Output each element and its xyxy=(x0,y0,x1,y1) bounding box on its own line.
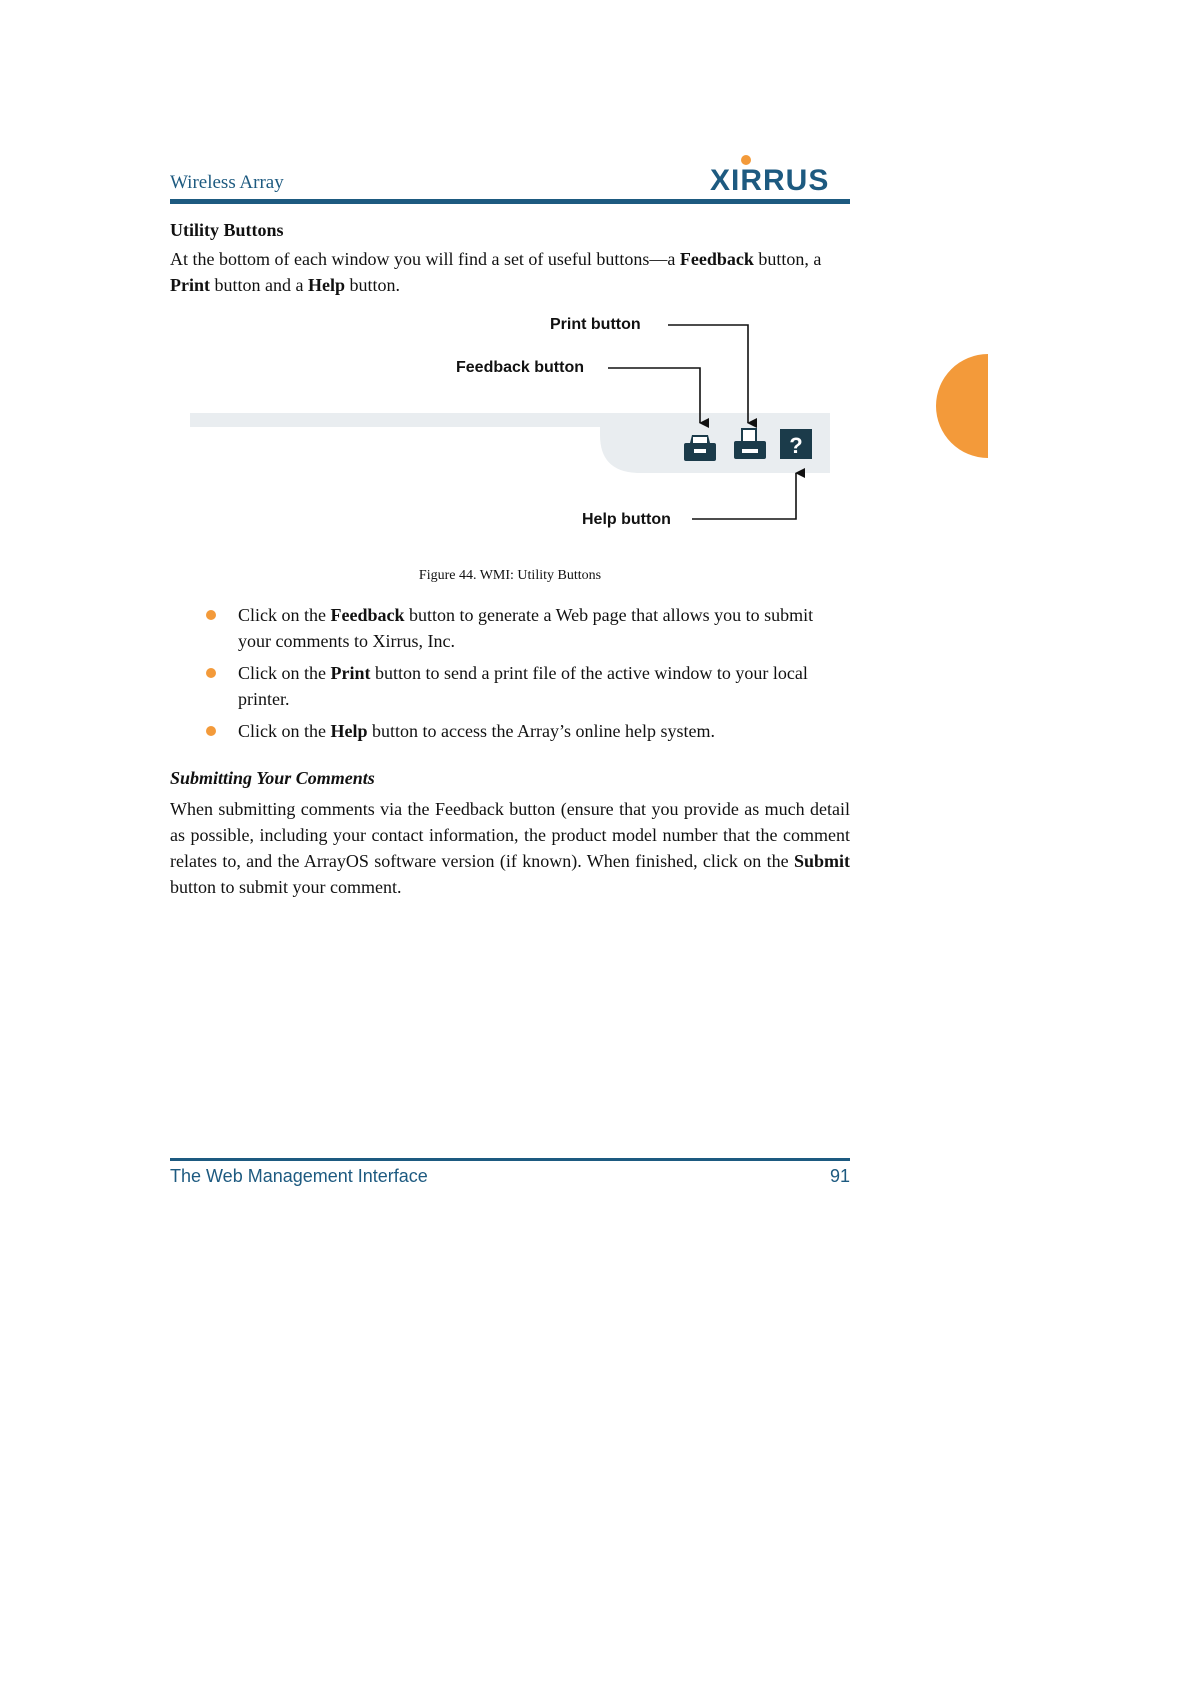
intro-paragraph: At the bottom of each window you will find a set of useful buttons—a Feedback button, a Print button and a Help button. xyxy=(170,249,822,295)
header-rule xyxy=(170,199,850,204)
svg-text:?: ? xyxy=(789,433,803,458)
chapter-tab xyxy=(936,354,988,458)
feedback-button-callout: Feedback button xyxy=(456,359,585,376)
print-leader-line xyxy=(668,325,748,423)
bullet-text: Click on the Feedback button to generate a Web page that allows you to submit your comments to Xirrus, Inc. xyxy=(238,605,814,651)
help-icon[interactable] xyxy=(780,429,812,459)
page-number: 91 xyxy=(829,1166,850,1186)
bullet-text: Click on the Print button to send a print file of the active window to your local printer. xyxy=(238,663,808,709)
print-button-callout: Print button xyxy=(550,316,641,333)
footer-rule xyxy=(170,1158,850,1161)
list-item xyxy=(170,718,850,744)
section-heading: Utility Buttons xyxy=(170,220,284,240)
bullet-text: Click on the Help button to access the Array’s online help system. xyxy=(238,721,715,741)
svg-text:XIRRUS: XIRRUS xyxy=(710,164,830,196)
list-item xyxy=(170,602,850,654)
bullet-dot xyxy=(206,726,216,736)
submitting-heading: Submitting Your Comments xyxy=(170,768,375,788)
xirrus-logo xyxy=(706,152,848,196)
list-item xyxy=(170,660,850,712)
figure-caption: Figure 44. WMI: Utility Buttons xyxy=(418,568,602,583)
utility-buttons-figure xyxy=(190,305,850,545)
footer-title: The Web Management Interface xyxy=(170,1166,428,1186)
help-button-callout: Help button xyxy=(582,511,671,528)
bullet-dot xyxy=(206,668,216,678)
bullet-list xyxy=(170,602,850,750)
header-title: Wireless Array xyxy=(170,172,284,193)
bullet-dot xyxy=(206,610,216,620)
submitting-paragraph: When submitting comments via the Feedback button (ensure that you provide as much detail as possible, including your contact information, the product model number that the comment relates to, and the ArrayOS software version (if known). When finished, click on the Submit button to submit your comment. xyxy=(170,799,850,897)
help-leader-line xyxy=(692,473,796,519)
